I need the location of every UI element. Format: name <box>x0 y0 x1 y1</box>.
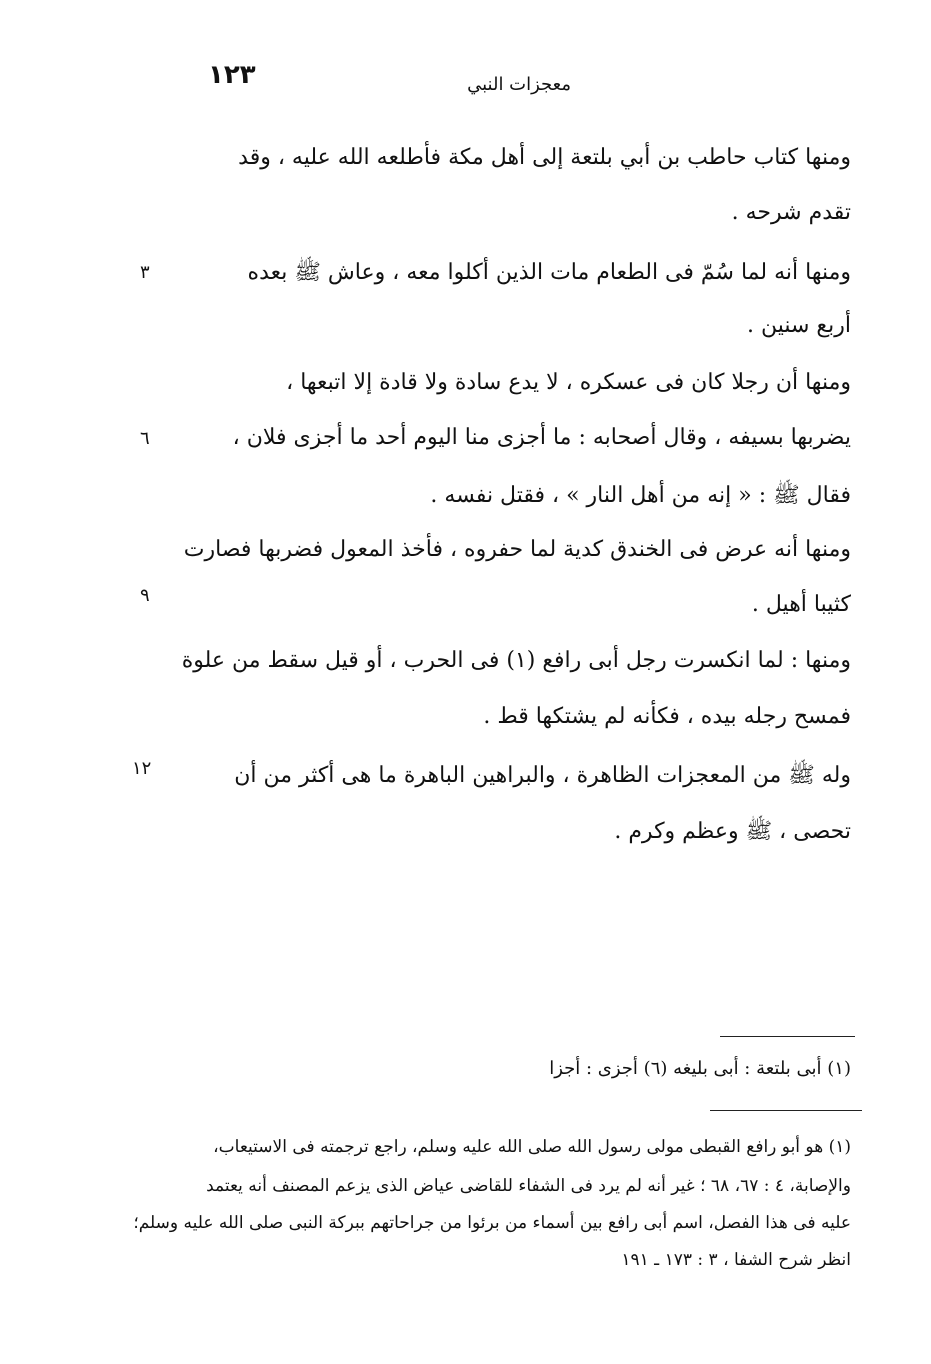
body-line: فقال ﷺ : « إنه من أهل النار » ، فقتل نفسه . <box>430 483 851 508</box>
variant-footnote: (١) أبى بلتعة : أبى بليغه (٦) أجزى : أجزا <box>549 1058 851 1079</box>
body-line: أربع سنين . <box>746 313 851 338</box>
footnote-divider <box>710 1110 862 1111</box>
running-title: معجزات النبي <box>467 74 571 95</box>
body-line: فمسح رجله بيده ، فكأنه لم يشتكها قط . <box>483 704 851 729</box>
body-line: يضربها بسيفه ، وقال أصحابه : ما أجزى منا اليوم أحد ما أجزى فلان ، <box>232 425 851 450</box>
body-line: ومنها أن رجلا كان فى عسكره ، لا يدع سادة ولا قادة إلا اتبعها ، <box>286 370 851 395</box>
line-number: ٣ <box>140 262 150 283</box>
footnote-line: انظر شرح الشفا ، ٣ : ١٧٣ ـ ١٩١ <box>621 1250 851 1270</box>
body-line: ومنها أنه عرض فى الخندق كدية لما حفروه ، فأخذ المعول فضربها فصارت <box>183 537 851 562</box>
body-line: ومنها أنه لما سُمّ فى الطعام مات الذين أكلوا معه ، وعاش ﷺ بعده <box>247 260 851 285</box>
line-number: ٦ <box>140 428 150 449</box>
body-line: وله ﷺ من المعجزات الظاهرة ، والبراهين الباهرة ما هى أكثر من أن <box>234 763 851 788</box>
line-number: ١٢ <box>132 758 152 779</box>
page-number: ١٢٣ <box>208 60 256 90</box>
body-line: تحصى ، ﷺ وعظم وكرم . <box>614 819 851 844</box>
footnote-divider <box>720 1036 855 1037</box>
body-line: كثيبا أهيل . <box>751 592 851 617</box>
line-number: ٩ <box>140 585 150 606</box>
body-line: ومنها : لما انكسرت رجل أبى رافع (١) فى الحرب ، أو قيل سقط من علوة <box>181 648 851 673</box>
body-line: ومنها كتاب حاطب بن أبي بلتعة إلى أهل مكة فأطلعه الله عليه ، وقد <box>238 145 851 170</box>
footnote-line: والإصابة، ٤ : ٦٧، ٦٨ ؛ غير أنه لم يرد فى الشفاء للقاضى عياض الذى يزعم المصنف أنه يعتمد <box>206 1176 851 1196</box>
footnote-line: (١) هو أبو رافع القبطى مولى رسول الله صلى الله عليه وسلم، راجع ترجمته فى الاستيعاب، <box>213 1137 851 1157</box>
footnote-line: عليه فى هذا الفصل، اسم أبى رافع بين أسماء من برئوا من جراحاتهم ببركة النبى صلى الله عليه وسلم؛ <box>133 1213 851 1233</box>
body-line: تقدم شرحه . <box>731 200 851 225</box>
